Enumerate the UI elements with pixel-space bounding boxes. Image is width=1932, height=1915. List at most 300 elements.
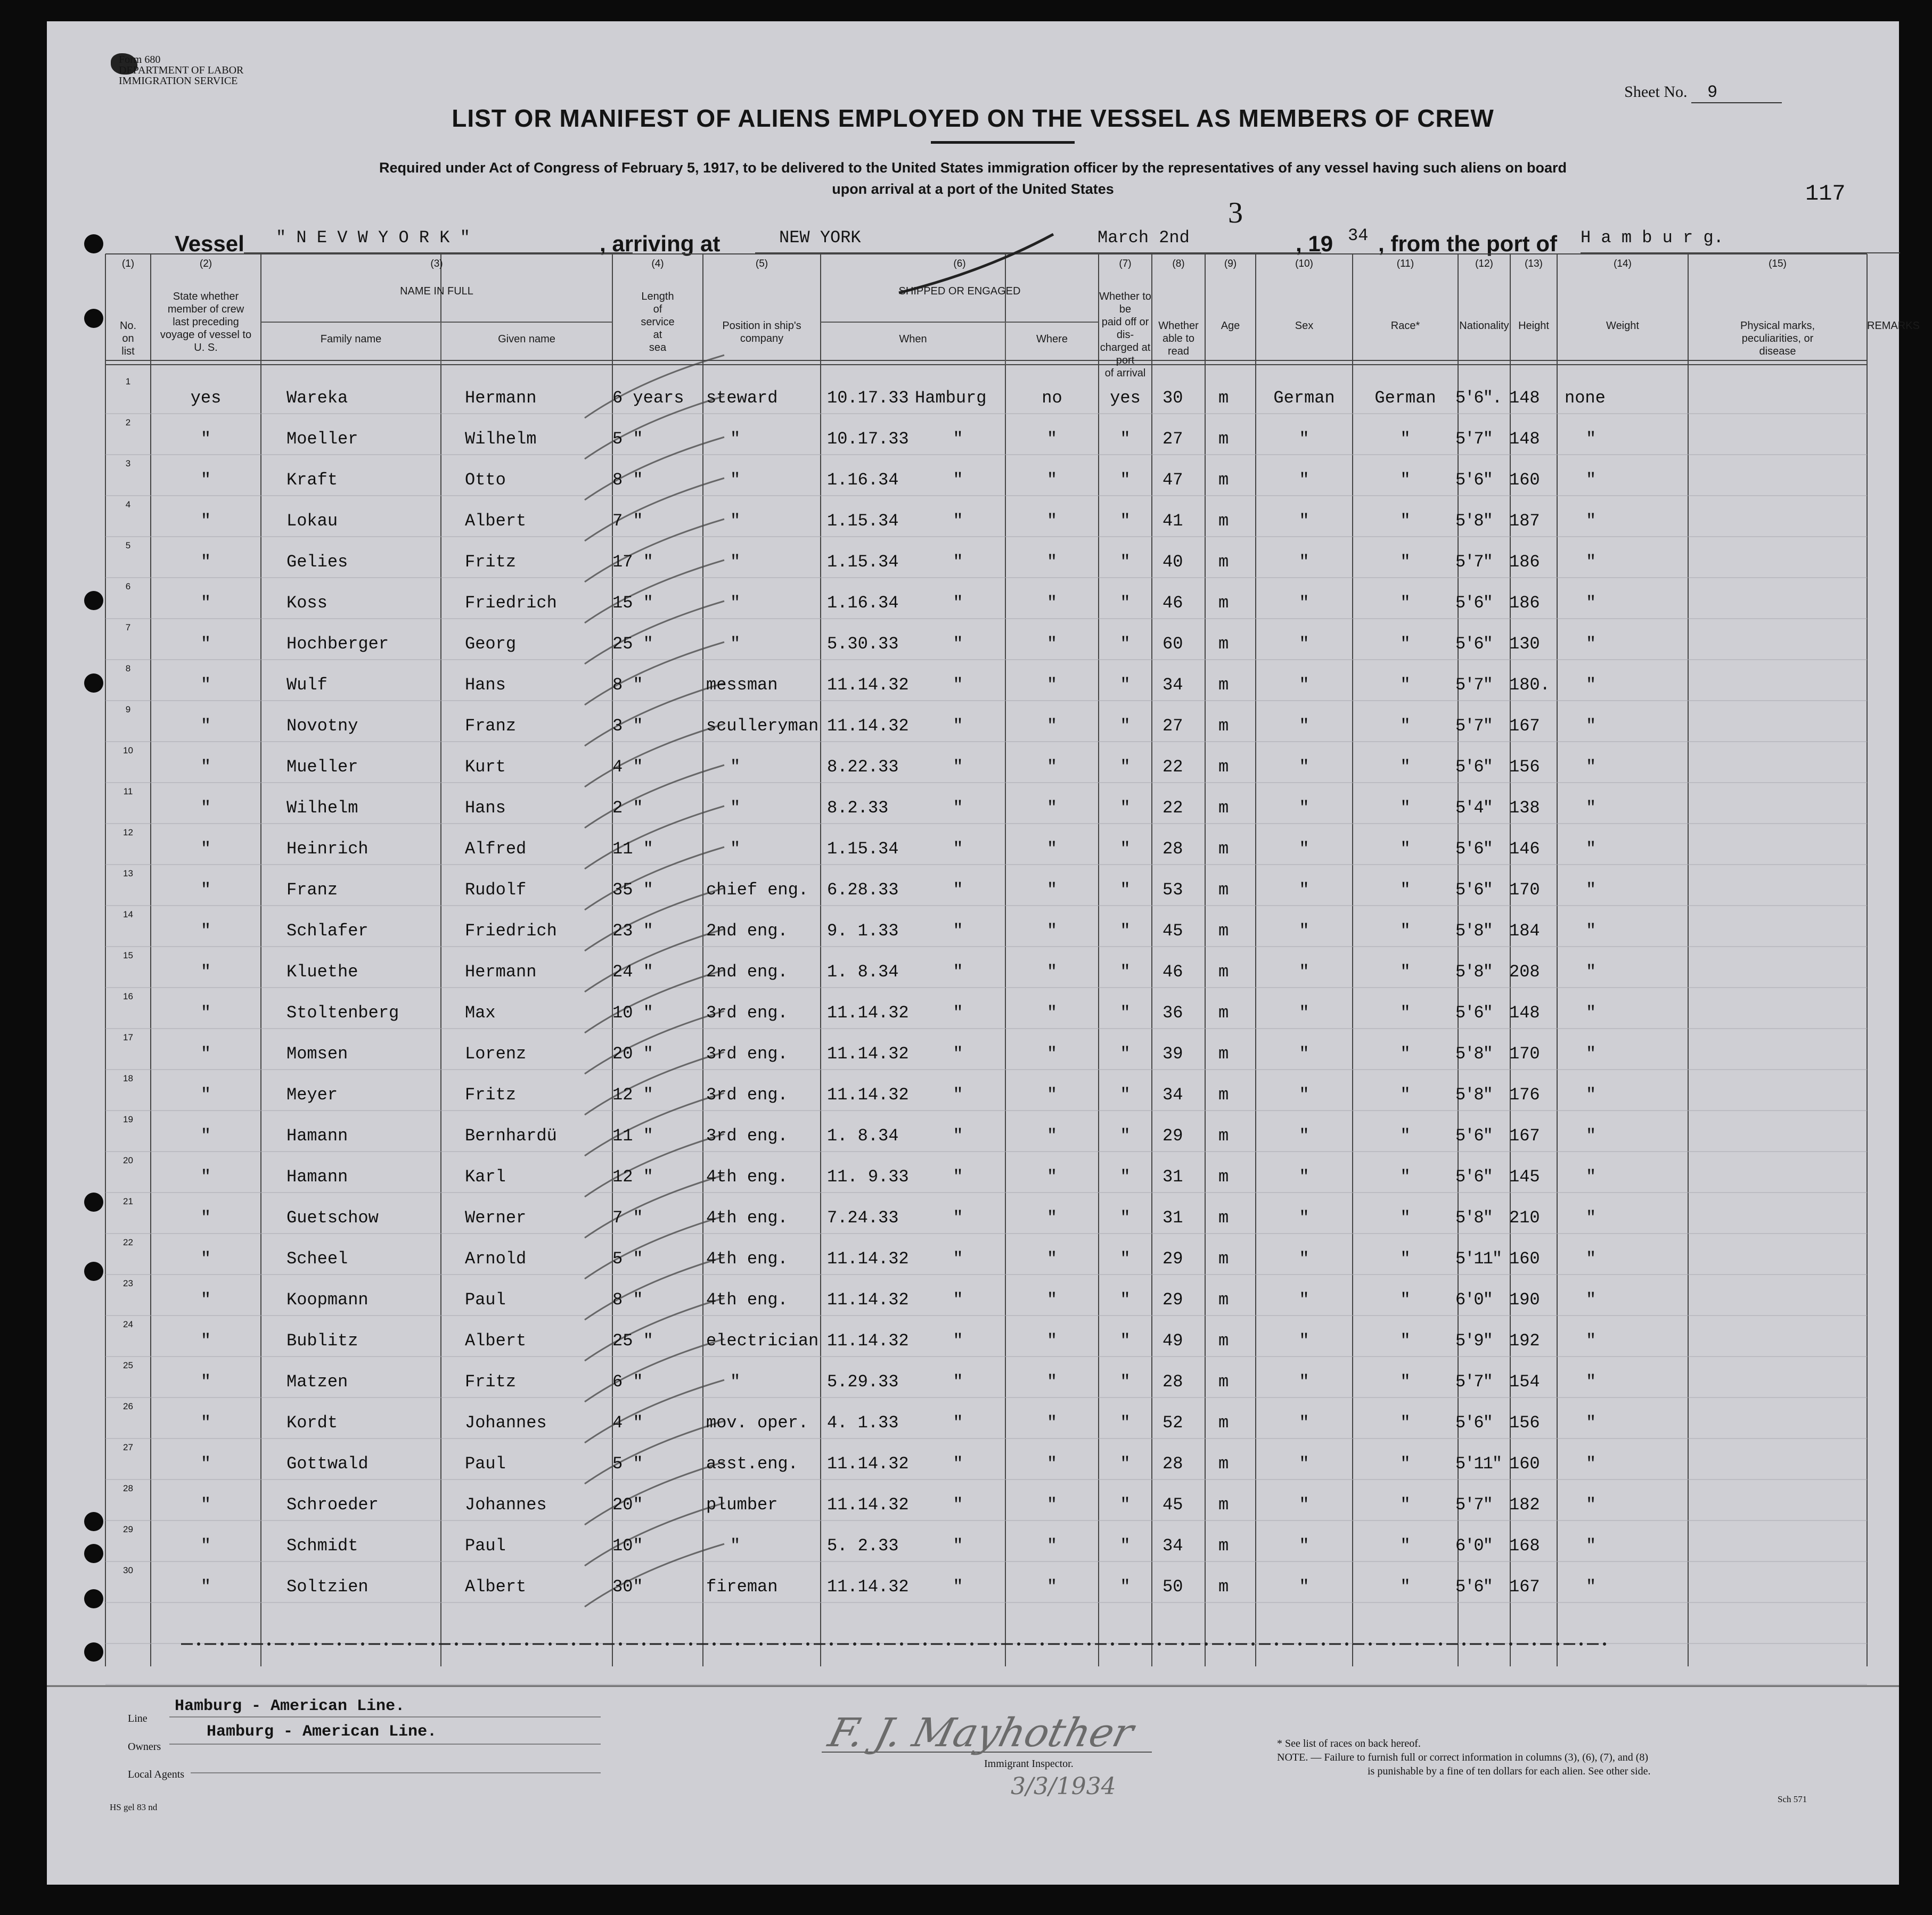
cell-family-name: Novotny [286, 716, 358, 736]
punch-hole [84, 1262, 103, 1281]
row-number: 15 [123, 950, 133, 960]
cell-height: 5'7" [1455, 552, 1492, 572]
cell-given-name: Karl [465, 1167, 506, 1187]
cell-service-length: 8 " [612, 1290, 643, 1310]
cell-paid-off: " [1046, 1249, 1058, 1269]
cell-given-name: Hans [465, 675, 506, 695]
cell-shipped-where: " [953, 1208, 963, 1228]
cell-sex: m [1218, 1331, 1229, 1351]
cell-race: " [1299, 1413, 1309, 1433]
cell-paid-off: " [1046, 798, 1058, 818]
cell-paid-off: " [1046, 716, 1058, 736]
from-port: H a m b u r g. [1581, 228, 1900, 253]
cell-previous-voyage: " [200, 1085, 211, 1105]
end-of-list-mark [384, 1642, 388, 1646]
cell-nationality: " [1400, 1208, 1411, 1228]
cell-position: " [730, 552, 741, 572]
cell-family-name: Soltzien [286, 1577, 369, 1597]
cell-age: 27 [1163, 429, 1183, 449]
end-of-list-mark [1415, 1642, 1419, 1646]
cell-nationality: " [1400, 798, 1411, 818]
cell-service-length: 25 " [612, 1331, 653, 1351]
cell-previous-voyage: " [200, 962, 211, 982]
cell-sex: m [1218, 552, 1229, 572]
cell-position: " [730, 839, 741, 859]
cell-weight: 154 [1509, 1372, 1540, 1392]
cell-physical-marks: " [1586, 1044, 1597, 1064]
cell-weight: 190 [1509, 1290, 1540, 1310]
punch-hole [84, 1193, 103, 1212]
cell-race: " [1299, 1331, 1309, 1351]
end-of-list-mark [314, 1642, 317, 1646]
cell-position: 4th eng. [706, 1208, 788, 1228]
end-of-list-mark [572, 1642, 575, 1646]
cell-nationality: " [1400, 757, 1411, 777]
end-of-list-mark [1134, 1642, 1137, 1646]
arriving-label: , arriving at [600, 231, 721, 256]
cell-age: 36 [1163, 1003, 1183, 1023]
cell-shipped-where: " [953, 552, 963, 572]
cell-service-length: 4 " [612, 1413, 643, 1433]
sheet-number-value: 9 [1691, 83, 1782, 103]
row-number: 4 [125, 499, 131, 509]
column-number: (6) [953, 258, 966, 269]
line-label: Line [128, 1713, 148, 1724]
cell-service-length: 6 " [612, 1372, 643, 1392]
cell-paid-off: " [1046, 1372, 1058, 1392]
cell-previous-voyage: " [200, 1331, 211, 1351]
column-number: (2) [199, 258, 212, 269]
cell-shipped-when: 1.15.34 [827, 552, 899, 572]
cell-shipped-when: 1.15.34 [827, 839, 899, 859]
cell-paid-off: " [1046, 552, 1058, 572]
cell-previous-voyage: yes [190, 388, 222, 408]
cell-nationality: " [1400, 1044, 1411, 1064]
cell-shipped-when: 7.24.33 [827, 1208, 899, 1228]
cell-able-to-read: yes [1110, 388, 1141, 408]
end-of-list-mark [267, 1642, 271, 1646]
end-of-list-mark [361, 1642, 364, 1646]
cell-able-to-read: " [1120, 1126, 1131, 1146]
cell-able-to-read: " [1120, 880, 1131, 900]
cell-able-to-read: " [1120, 1167, 1131, 1187]
cell-paid-off: " [1046, 1085, 1058, 1105]
cell-nationality: " [1400, 921, 1411, 941]
cell-weight: 168 [1509, 1536, 1540, 1556]
cell-age: 52 [1163, 1413, 1183, 1433]
cell-position: mov. oper. [706, 1413, 809, 1433]
cell-sex: m [1218, 388, 1229, 408]
cell-nationality: " [1400, 470, 1411, 490]
cell-previous-voyage: " [200, 634, 211, 654]
cell-service-length: 5 " [612, 1454, 643, 1474]
cell-given-name: Lorenz [465, 1044, 527, 1064]
cell-physical-marks: " [1586, 1167, 1597, 1187]
cell-previous-voyage: " [200, 716, 211, 736]
cell-race: " [1299, 675, 1309, 695]
cell-position: " [730, 511, 741, 531]
end-of-list-mark [1392, 1642, 1395, 1646]
column-header: Physical marks, peculiarities, or disease [1740, 320, 1815, 357]
cell-race: " [1299, 511, 1309, 531]
cell-height: 5'6". [1455, 388, 1502, 408]
local-agents-label: Local Agents [128, 1769, 185, 1780]
column-number: (5) [755, 258, 768, 269]
cell-given-name: Friedrich [465, 921, 557, 941]
cell-shipped-when: 5.30.33 [827, 634, 899, 654]
cell-height: 5'6" [1455, 593, 1492, 613]
cell-paid-off: " [1046, 1413, 1058, 1433]
cell-able-to-read: " [1120, 429, 1131, 449]
cell-race: " [1299, 593, 1309, 613]
end-of-list-mark [1369, 1642, 1372, 1646]
cell-sex: m [1218, 880, 1229, 900]
cell-paid-off: " [1046, 1290, 1058, 1310]
cell-paid-off: " [1046, 880, 1058, 900]
end-of-list-mark [783, 1642, 786, 1646]
cell-weight: 160 [1509, 1454, 1540, 1474]
column-number: (3) [430, 258, 443, 269]
cell-position: 4th eng. [706, 1249, 788, 1269]
cell-physical-marks: " [1586, 1003, 1597, 1023]
cell-previous-voyage: " [200, 839, 211, 859]
cell-sex: m [1218, 429, 1229, 449]
row-number: 23 [123, 1278, 133, 1288]
cell-service-length: 6 years [612, 388, 684, 408]
end-of-list-mark [713, 1642, 716, 1646]
cell-physical-marks: " [1586, 1331, 1597, 1351]
cell-physical-marks: " [1586, 880, 1597, 900]
cell-family-name: Hamann [286, 1167, 348, 1187]
column-header: Nationality [1459, 320, 1509, 332]
row-number: 1 [125, 376, 131, 387]
cell-shipped-where: " [953, 1331, 963, 1351]
page-number: 117 [1805, 181, 1846, 207]
column-header: No. on list [119, 320, 137, 357]
cell-age: 28 [1163, 1454, 1183, 1474]
cell-sex: m [1218, 675, 1229, 695]
cell-service-length: 20" [612, 1495, 643, 1515]
cell-given-name: Paul [465, 1454, 506, 1474]
cell-sex: m [1218, 470, 1229, 490]
cell-shipped-where: " [953, 593, 963, 613]
cell-age: 45 [1163, 1495, 1183, 1515]
cell-age: 46 [1163, 962, 1183, 982]
end-of-list-mark [666, 1642, 669, 1646]
column-header: SHIPPED OR ENGAGED [898, 285, 1021, 297]
cell-family-name: Kraft [286, 470, 338, 490]
note-penalty-2: is punishable by a fine of ten dollars for each alien. See other side. [1368, 1765, 1651, 1777]
punch-hole [84, 673, 103, 693]
cell-position: chief eng. [706, 880, 809, 900]
cell-shipped-when: 11.14.32 [827, 1454, 909, 1474]
row-number: 22 [123, 1237, 133, 1247]
cell-race: " [1299, 798, 1309, 818]
cell-given-name: Max [465, 1003, 496, 1023]
end-of-list-mark [853, 1642, 856, 1646]
cell-paid-off: " [1046, 1044, 1058, 1064]
cell-race: " [1299, 1577, 1309, 1597]
column-number: (9) [1224, 258, 1237, 269]
cell-service-length: 4 " [612, 757, 643, 777]
subtitle-line-1: Required under Act of Congress of February 5, 1917, to be delivered to the United States immigration officer by the representatives of any vessel having such aliens on board [379, 160, 1567, 176]
cell-sex: m [1218, 716, 1229, 736]
cell-service-length: 20 " [612, 1044, 653, 1064]
cell-age: 28 [1163, 1372, 1183, 1392]
cell-weight: 186 [1509, 552, 1540, 572]
cell-shipped-when: 8.2.33 [827, 798, 889, 818]
cell-shipped-where: " [953, 675, 963, 695]
cell-family-name: Bublitz [286, 1331, 358, 1351]
cell-paid-off: " [1046, 1495, 1058, 1515]
end-of-list-mark [431, 1642, 435, 1646]
cell-height: 5'6" [1455, 1577, 1492, 1597]
cell-able-to-read: " [1120, 470, 1131, 490]
cell-age: 60 [1163, 634, 1183, 654]
cell-given-name: Bernhardü [465, 1126, 557, 1146]
cell-previous-voyage: " [200, 1536, 211, 1556]
cell-weight: 186 [1509, 593, 1540, 613]
cell-position: electrician [706, 1331, 819, 1351]
cell-shipped-where: " [953, 880, 963, 900]
column-header: Weight [1606, 320, 1639, 332]
cell-weight: 170 [1509, 880, 1540, 900]
cell-weight: 208 [1509, 962, 1540, 982]
end-of-list-mark [1298, 1642, 1301, 1646]
cell-sex: m [1218, 1044, 1229, 1064]
cell-position: " [730, 634, 741, 654]
cell-family-name: Wareka [286, 388, 348, 408]
from-port-label: , from the port of [1378, 231, 1557, 256]
cell-race: " [1299, 1495, 1309, 1515]
row-number: 16 [123, 991, 133, 1001]
cell-race: " [1299, 880, 1309, 900]
end-of-list-mark [1509, 1642, 1512, 1646]
cell-physical-marks: " [1586, 1126, 1597, 1146]
end-of-list-mark [877, 1642, 880, 1646]
cell-given-name: Franz [465, 716, 517, 736]
cell-sex: m [1218, 962, 1229, 982]
cell-age: 34 [1163, 675, 1183, 695]
cell-sex: m [1218, 1290, 1229, 1310]
cell-nationality: " [1400, 1413, 1411, 1433]
cell-physical-marks: " [1586, 552, 1597, 572]
cell-shipped-where: " [953, 1413, 963, 1433]
cell-physical-marks: " [1586, 634, 1597, 654]
column-header: Length of service at sea [641, 291, 675, 354]
column-number: (13) [1525, 258, 1543, 269]
cell-nationality: " [1400, 634, 1411, 654]
cell-shipped-when: 11.14.32 [827, 675, 909, 695]
cell-paid-off: " [1046, 1536, 1058, 1556]
column-header: Position in ship's company [722, 320, 801, 344]
end-of-list-mark [338, 1642, 341, 1646]
date-correction: 3 [1228, 196, 1243, 229]
punch-hole [84, 234, 103, 253]
cell-given-name: Fritz [465, 552, 517, 572]
cell-given-name: Alfred [465, 839, 527, 859]
row-number: 20 [123, 1155, 133, 1165]
cell-shipped-when: 4. 1.33 [827, 1413, 899, 1433]
cell-age: 29 [1163, 1249, 1183, 1269]
cell-shipped-where: " [953, 1167, 963, 1187]
cell-shipped-when: 1. 8.34 [827, 962, 899, 982]
cell-height: 5'6" [1455, 839, 1492, 859]
cell-family-name: Stoltenberg [286, 1003, 399, 1023]
cell-race: " [1299, 1126, 1309, 1146]
cell-race: " [1299, 962, 1309, 982]
column-number: (7) [1119, 258, 1132, 269]
cell-previous-voyage: " [200, 1249, 211, 1269]
cell-race: " [1299, 634, 1309, 654]
cell-able-to-read: " [1120, 634, 1131, 654]
cell-shipped-where: " [953, 1372, 963, 1392]
cell-paid-off: " [1046, 1167, 1058, 1187]
cell-service-length: 12 " [612, 1085, 653, 1105]
cell-position: messman [706, 675, 778, 695]
cell-nationality: " [1400, 962, 1411, 982]
cell-physical-marks: " [1586, 1454, 1597, 1474]
cell-nationality: " [1400, 716, 1411, 736]
cell-paid-off: " [1046, 1208, 1058, 1228]
end-of-list-mark [1017, 1642, 1020, 1646]
punch-hole [84, 1642, 103, 1662]
agency-header: Form 680 DEPARTMENT OF LABOR IMMIGRATION SERVICE [119, 54, 244, 87]
cell-weight: 210 [1509, 1208, 1540, 1228]
cell-paid-off: " [1046, 757, 1058, 777]
row-number: 8 [125, 663, 131, 673]
end-of-list-mark [619, 1642, 622, 1646]
end-of-list-mark [689, 1642, 692, 1646]
cell-age: 50 [1163, 1577, 1183, 1597]
cell-given-name: Paul [465, 1536, 506, 1556]
cell-service-length: 5 " [612, 1249, 643, 1269]
cell-position: 4th eng. [706, 1167, 788, 1187]
cell-shipped-where: " [953, 757, 963, 777]
cell-given-name: Wilhelm [465, 429, 537, 449]
cell-physical-marks: " [1586, 429, 1597, 449]
cell-previous-voyage: " [200, 757, 211, 777]
note-penalty-1: NOTE. — Failure to furnish full or correct information in columns (3), (6), (7), and (8) [1277, 1752, 1649, 1763]
cell-race: " [1299, 470, 1309, 490]
cell-family-name: Mueller [286, 757, 358, 777]
column-header: Whether able to read [1158, 320, 1199, 357]
column-subheader: Given name [498, 333, 555, 345]
manifest-sheet [47, 21, 1920, 1885]
cell-weight: 160 [1509, 1249, 1540, 1269]
cell-sex: m [1218, 1536, 1229, 1556]
cell-weight: 167 [1509, 1577, 1540, 1597]
cell-physical-marks: " [1586, 1290, 1597, 1310]
cell-nationality: " [1400, 1577, 1411, 1597]
cell-able-to-read: " [1120, 1249, 1131, 1269]
cell-position: sculleryman [706, 716, 819, 736]
cell-nationality: " [1400, 1536, 1411, 1556]
cell-paid-off: " [1046, 634, 1058, 654]
cell-weight: 148 [1509, 1003, 1540, 1023]
cell-nationality: " [1400, 1290, 1411, 1310]
inspector-label: Immigrant Inspector. [984, 1758, 1074, 1770]
cell-position: 2nd eng. [706, 921, 788, 941]
cell-physical-marks: none [1565, 388, 1606, 408]
column-number: (1) [121, 258, 135, 269]
cell-race: German [1273, 388, 1335, 408]
cell-sex: m [1218, 1003, 1229, 1023]
cell-able-to-read: " [1120, 1413, 1131, 1433]
cell-given-name: Friedrich [465, 593, 557, 613]
subtitle-line-2: upon arrival at a port of the United States [832, 181, 1114, 197]
cell-given-name: Fritz [465, 1372, 517, 1392]
row-number: 9 [125, 704, 131, 714]
punch-hole [84, 309, 103, 328]
column-header: NAME IN FULL [400, 285, 473, 297]
cell-shipped-when: 8.22.33 [827, 757, 899, 777]
column-subheader: When [899, 333, 927, 345]
cell-position: 3rd eng. [706, 1126, 788, 1146]
column-number: (12) [1475, 258, 1493, 269]
cell-shipped-when: 1.16.34 [827, 470, 899, 490]
cell-shipped-where: " [953, 1126, 963, 1146]
cell-given-name: Fritz [465, 1085, 517, 1105]
cell-height: 6'0" [1455, 1536, 1492, 1556]
column-subheader: Where [1036, 333, 1068, 345]
column-header: Sex [1295, 320, 1314, 332]
cell-given-name: Hermann [465, 962, 537, 982]
cell-shipped-where: " [953, 429, 963, 449]
vessel-label: Vessel [175, 231, 244, 256]
punch-hole [84, 1512, 103, 1531]
cell-height: 5'7" [1455, 675, 1492, 695]
cell-height: 5'7" [1455, 1495, 1492, 1515]
cell-height: 6'0" [1455, 1290, 1492, 1310]
cell-age: 34 [1163, 1536, 1183, 1556]
cell-weight: 156 [1509, 757, 1540, 777]
row-number: 10 [123, 745, 133, 755]
cell-race: " [1299, 716, 1309, 736]
cell-shipped-where: " [953, 839, 963, 859]
cell-shipped-when: 11. 9.33 [827, 1167, 909, 1187]
cell-age: 39 [1163, 1044, 1183, 1064]
cell-given-name: Otto [465, 470, 506, 490]
cell-height: 5'6" [1455, 1003, 1492, 1023]
end-of-list-mark [549, 1642, 552, 1646]
cell-nationality: " [1400, 1495, 1411, 1515]
cell-position: fireman [706, 1577, 778, 1597]
end-of-list-mark [1486, 1642, 1489, 1646]
row-number: 28 [123, 1483, 133, 1493]
cell-weight: 192 [1509, 1331, 1540, 1351]
cell-service-length: 30" [612, 1577, 643, 1597]
end-of-list-mark [1322, 1642, 1325, 1646]
cell-position: 3rd eng. [706, 1044, 788, 1064]
cell-paid-off: " [1046, 839, 1058, 859]
cell-position: " [730, 429, 741, 449]
cell-shipped-where: " [953, 1290, 963, 1310]
end-of-list-mark [994, 1642, 997, 1646]
cell-able-to-read: " [1120, 1003, 1131, 1023]
cell-previous-voyage: " [200, 1003, 211, 1023]
cell-previous-voyage: " [200, 1044, 211, 1064]
cell-able-to-read: " [1120, 839, 1131, 859]
cell-height: 5'8" [1455, 511, 1492, 531]
cell-family-name: Gottwald [286, 1454, 369, 1474]
end-of-list-mark [525, 1642, 528, 1646]
cell-nationality: " [1400, 1167, 1411, 1187]
row-number: 29 [123, 1524, 133, 1534]
column-header: REMARKS [1867, 320, 1920, 332]
cell-shipped-when: 9. 1.33 [827, 921, 899, 941]
cell-service-length: 25 " [612, 634, 653, 654]
